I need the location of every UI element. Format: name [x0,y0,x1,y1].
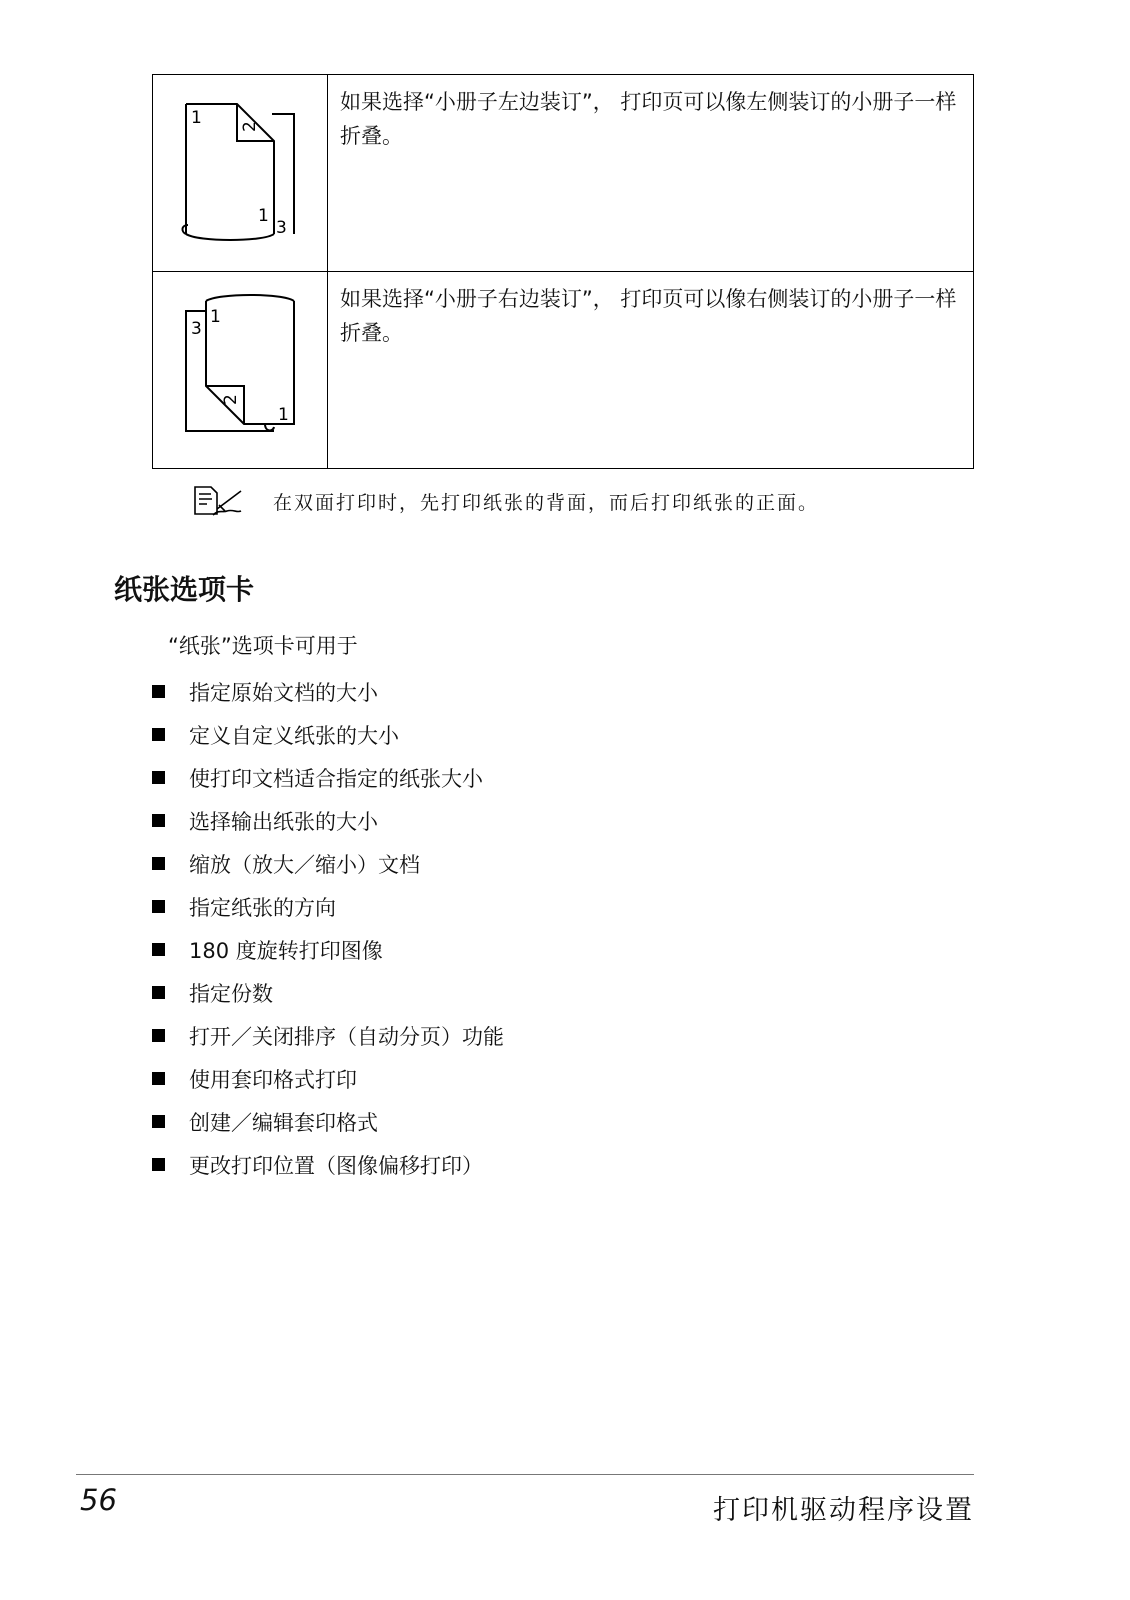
note-icon [193,485,245,517]
list-item: 打开／关闭排序（自动分页）功能 [152,1014,504,1057]
list-item: 使打印文档适合指定的纸张大小 [152,756,504,799]
section-heading: 纸张选项卡 [114,573,255,606]
square-bullet-icon [152,943,165,956]
square-bullet-icon [152,771,165,784]
section-intro: “纸张”选项卡可用于 [168,634,358,658]
paper-tab-feature-list [152,670,504,1186]
square-bullet-icon [152,728,165,741]
right-binding-figure-cell [153,272,328,469]
left-binding-booklet-icon [153,75,327,261]
square-bullet-icon [152,1072,165,1085]
right-binding-description: 如果选择“小册子右边装订”， 打印页可以像右侧装订的小册子一样折叠。 [328,272,974,469]
square-bullet-icon [152,1115,165,1128]
fig2-page-number: 3 [191,319,202,339]
list-item: 180 度旋转打印图像 [152,928,504,971]
list-item: 指定份数 [152,971,504,1014]
left-binding-description: 如果选择“小册子左边装订”， 打印页可以像左侧装订的小册子一样折叠。 [328,75,974,272]
fig2-page-number: 1 [278,405,289,425]
list-item: 缩放（放大／缩小）文档 [152,842,504,885]
list-item: 指定原始文档的大小 [152,670,504,713]
fig2-page-number: 2 [221,394,241,405]
right-binding-booklet-icon [153,272,327,458]
left-binding-figure-cell [153,75,328,272]
list-item: 更改打印位置（图像偏移打印） [152,1143,504,1186]
note [193,485,819,517]
square-bullet-icon [152,1029,165,1042]
fig1-page-number: 1 [258,206,269,226]
fig1-page-number: 2 [240,121,260,132]
fig1-page-number: 1 [191,108,202,128]
table-row-right-binding [153,272,974,469]
square-bullet-icon [152,685,165,698]
note-text: 在双面打印时，先打印纸张的背面，而后打印纸张的正面。 [273,491,820,514]
square-bullet-icon [152,1158,165,1171]
list-item: 定义自定义纸张的大小 [152,713,504,756]
square-bullet-icon [152,814,165,827]
page-number: 56 [80,1483,117,1517]
list-item: 使用套印格式打印 [152,1057,504,1100]
table-row-left-binding [153,75,974,272]
footer-rule [76,1474,974,1475]
square-bullet-icon [152,857,165,870]
list-item: 创建／编辑套印格式 [152,1100,504,1143]
list-item: 指定纸张的方向 [152,885,504,928]
booklet-binding-table [152,74,974,469]
fig2-page-number: 1 [210,307,221,327]
fig1-page-number: 3 [276,218,287,238]
chapter-title: 打印机驱动程序设置 [713,1495,974,1526]
list-item: 选择输出纸张的大小 [152,799,504,842]
square-bullet-icon [152,900,165,913]
square-bullet-icon [152,986,165,999]
